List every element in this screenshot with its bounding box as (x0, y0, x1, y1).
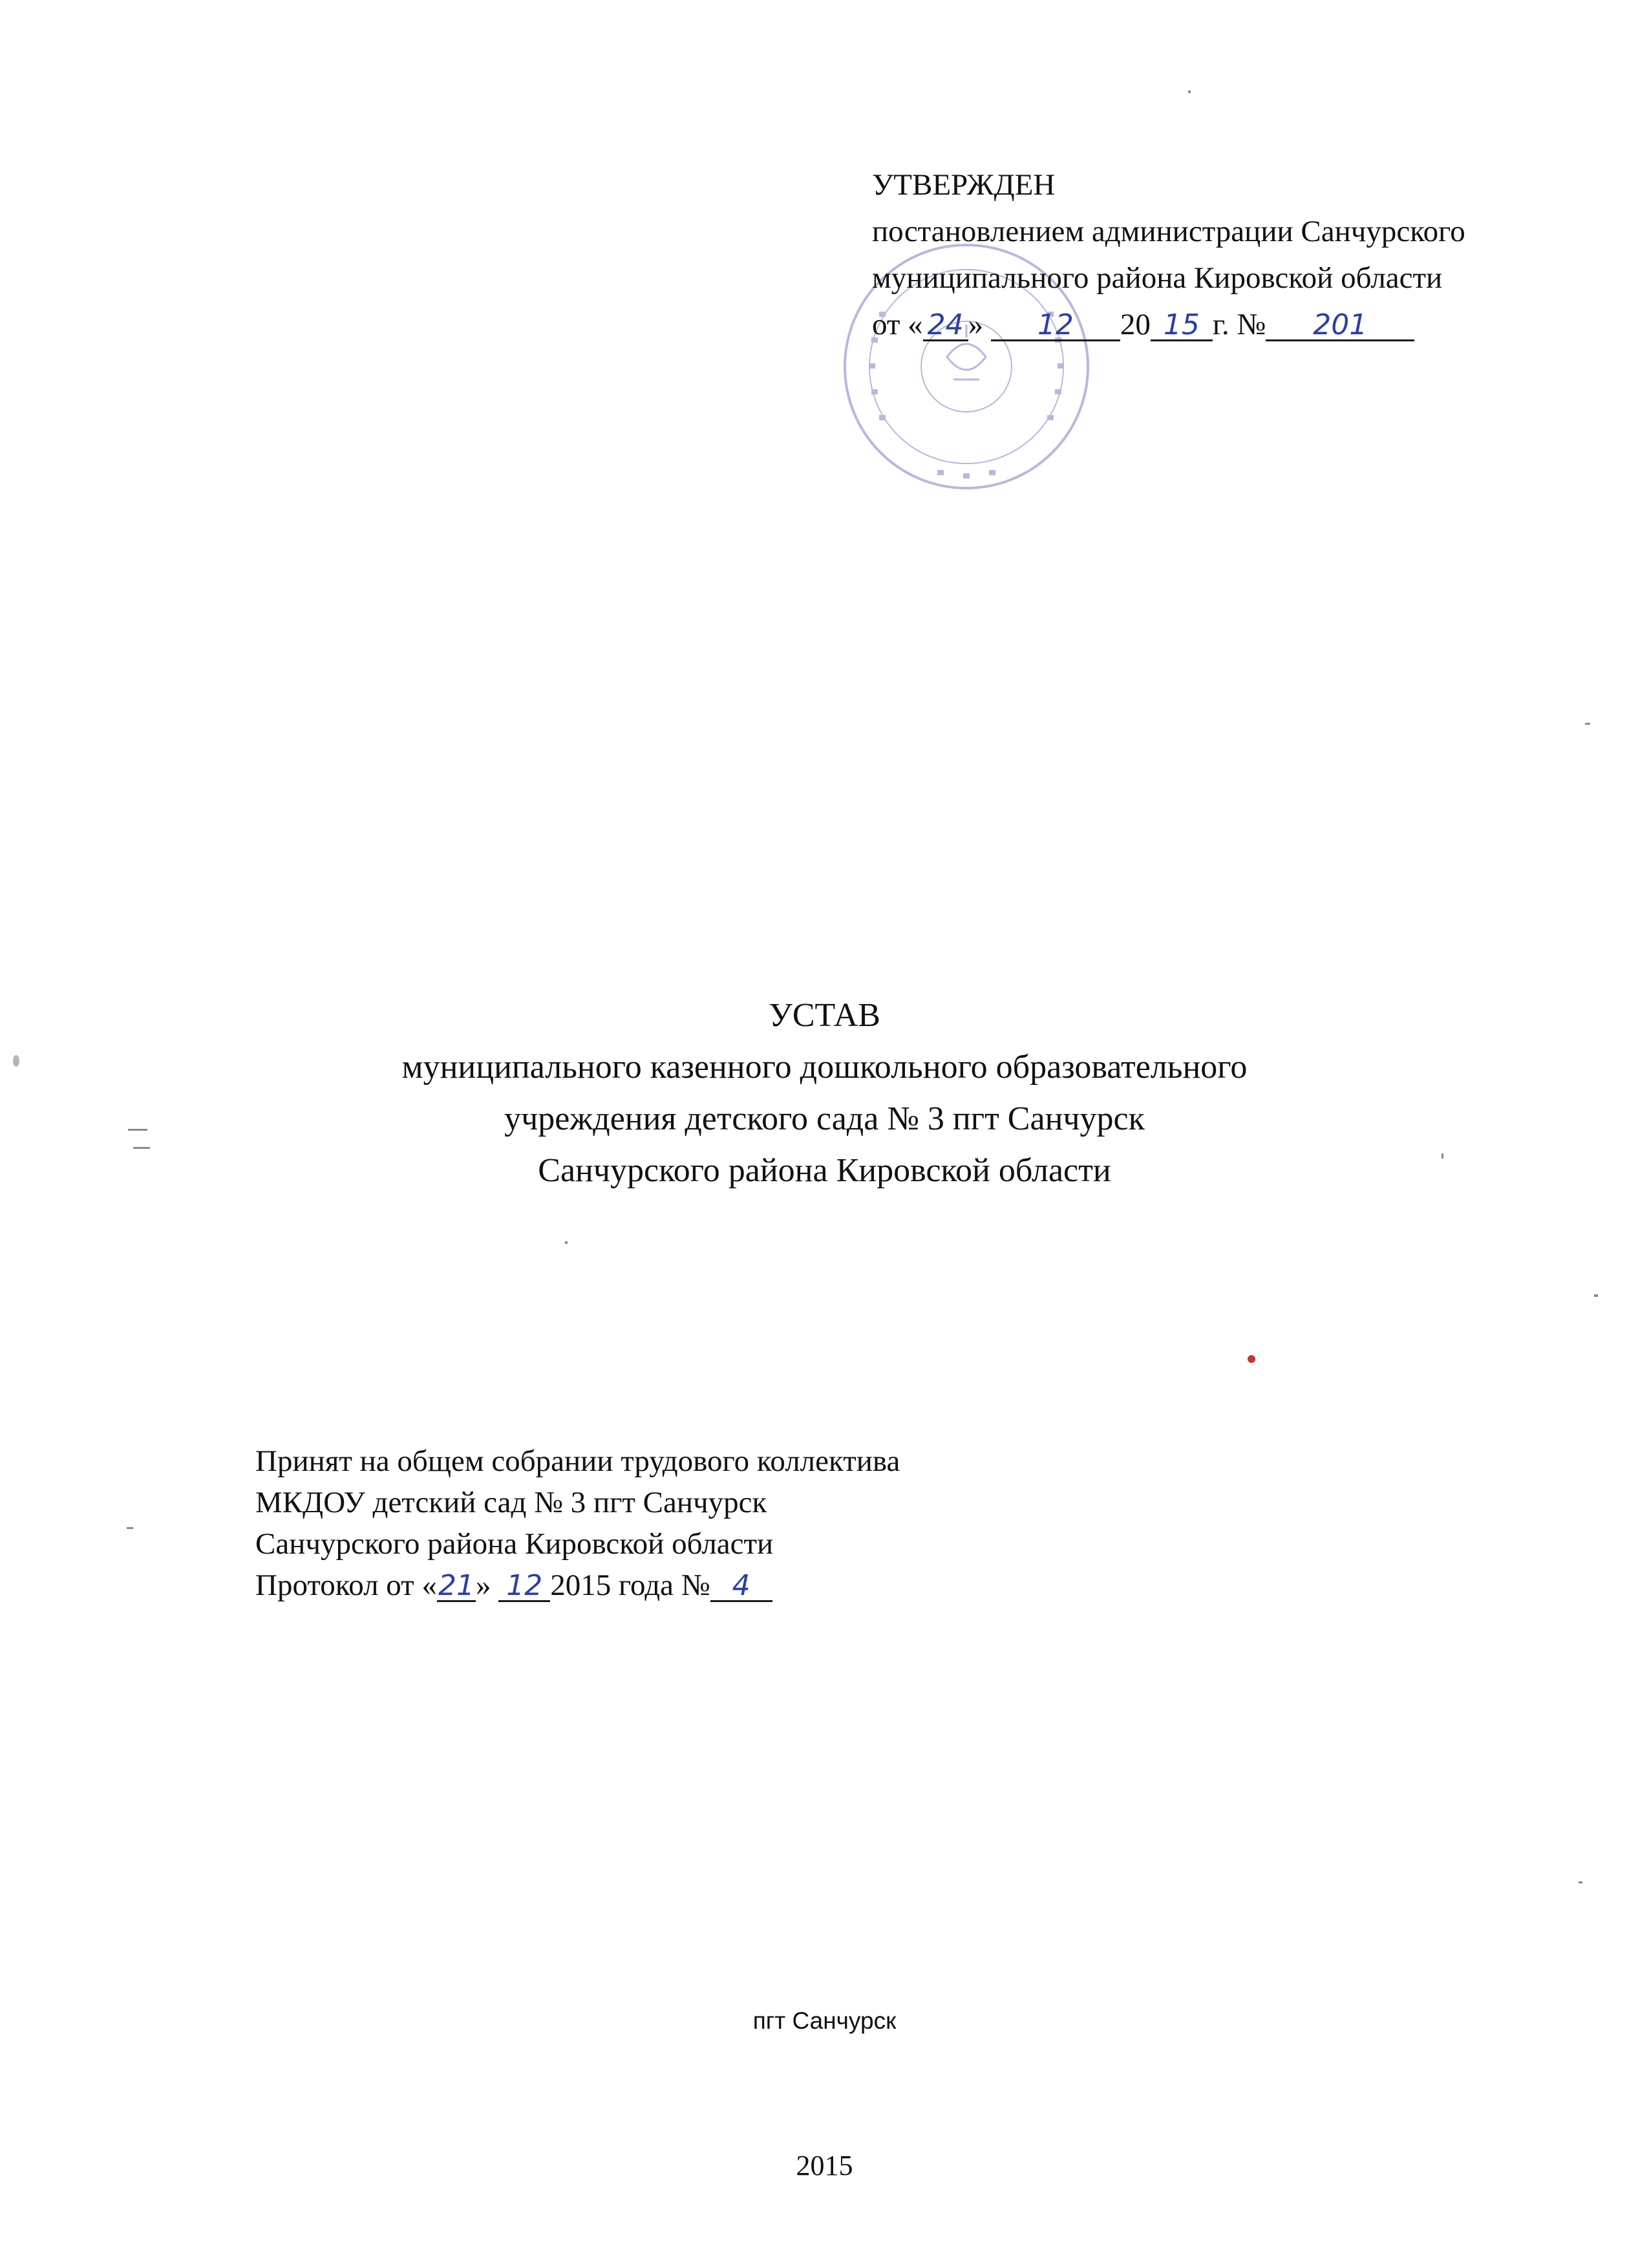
approval-heading: УТВЕРЖДЕН (872, 168, 1056, 202)
adoption-protocol-line (255, 1567, 772, 1603)
scan-speck (565, 1241, 568, 1244)
protocol-mid: » (475, 1568, 499, 1602)
approval-line-2: муниципального района Кировской области (872, 261, 1443, 295)
footer-year: 2015 (796, 2150, 853, 2181)
adoption-line-2: МКДОУ детский сад № 3 пгт Санчурск (255, 1486, 767, 1519)
scan-speck (1579, 1881, 1582, 1883)
protocol-year: 2015 года № (550, 1568, 710, 1602)
scan-speck (1585, 723, 1590, 725)
document-title: УСТАВ (769, 997, 880, 1034)
approval-date-month: 12 (991, 311, 1120, 341)
adoption-line-1: Принят на общем собрании трудового коллектива (255, 1444, 900, 1478)
scan-speck (133, 1147, 150, 1149)
scan-speck (1594, 1294, 1598, 1297)
protocol-number: 4 (710, 1572, 772, 1602)
title-line-2: учреждения детского сада № 3 пгт Санчурск (504, 1100, 1145, 1137)
approval-number: 201 (1266, 311, 1414, 341)
approval-date-day: 24 (923, 311, 968, 341)
protocol-prefix: Протокол от « (255, 1568, 437, 1602)
protocol-month: 12 (498, 1572, 550, 1602)
title-line-3: Санчурского района Кировской области (538, 1152, 1111, 1189)
approval-line-1: постановлением администрации Санчурского (872, 215, 1465, 248)
approval-date-line (872, 306, 1414, 343)
scan-speck (1442, 1153, 1443, 1159)
approval-date-year: 15 (1151, 311, 1213, 341)
scan-speck (127, 1527, 133, 1529)
red-marker-dot (1248, 1355, 1255, 1363)
protocol-day: 21 (438, 1569, 474, 1602)
title-line-1: муниципального казенного дошкольного образовательного (401, 1049, 1248, 1086)
scan-speck (13, 1055, 19, 1067)
scan-speck (1188, 91, 1191, 93)
approval-year-prefix: 20 (1120, 308, 1151, 341)
approval-date-prefix: от « (872, 308, 923, 341)
scan-speck (128, 1129, 147, 1131)
adoption-line-3: Санчурского района Кировской области (255, 1527, 774, 1561)
approval-date-mid: » (968, 308, 991, 341)
approval-number-prefix: г. № (1212, 308, 1266, 341)
footer-place: пгт Санчурск (752, 2007, 897, 2034)
